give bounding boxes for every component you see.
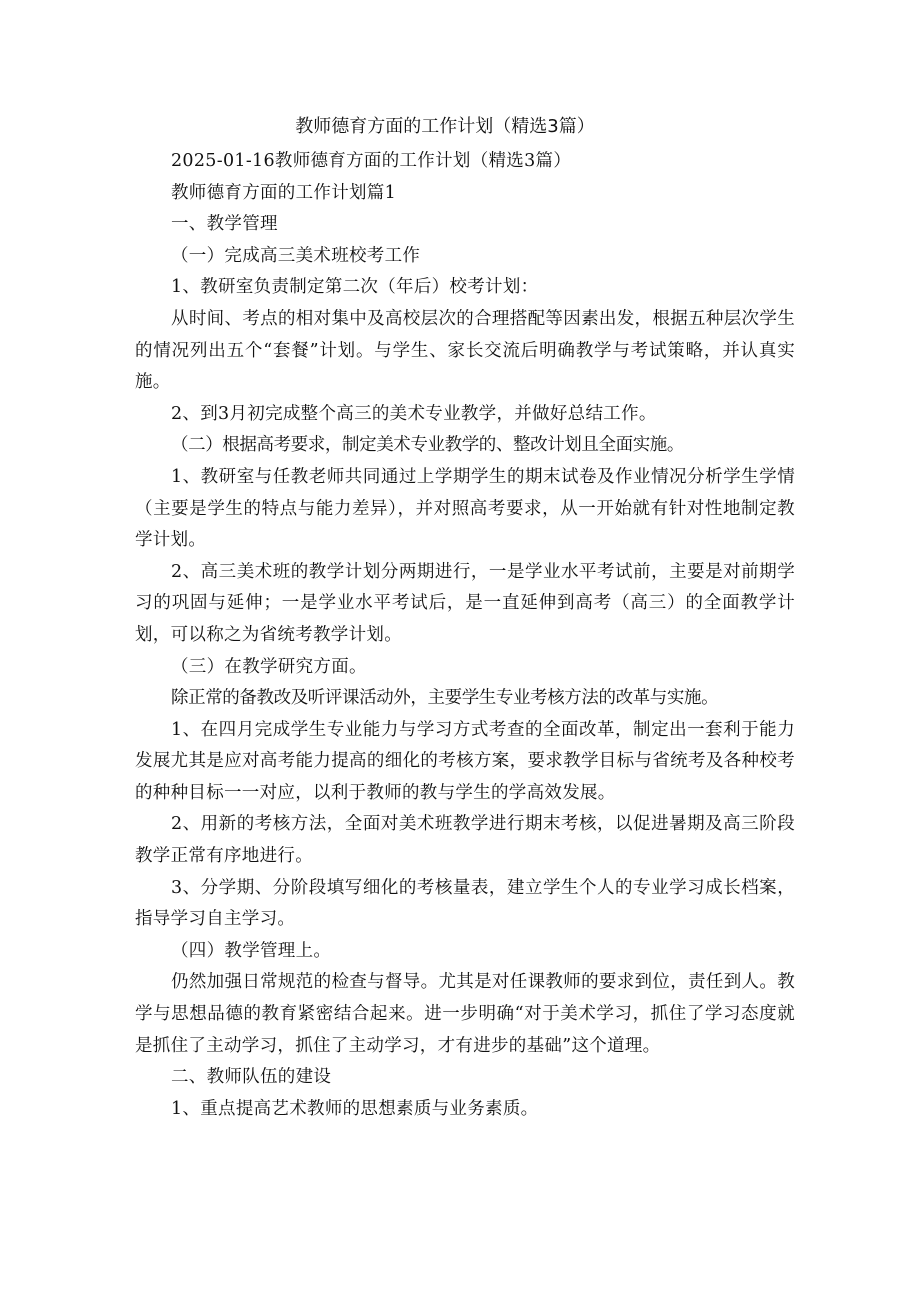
paragraph-item: 2、到3月初完成整个高三的美术专业教学，并做好总结工作。 — [171, 403, 657, 424]
paragraph-body: 除正常的备教改及听评课活动外，主要学生专业考核方法的改革与实施。 — [171, 688, 719, 709]
paragraph-subheading-4: （四）教学管理上。 — [171, 940, 332, 961]
paragraph-body: 仍然加强日常规范的检查与督导。尤其是对任课教师的要求到位，责任到人。教学与思想品德的教育紧密结合起来。进一步明确“对于美术学习，抓住了学习态度就是抓住了主动学习，抓住了主动学习，才有进步的基础”这个道理。 — [135, 972, 795, 1056]
paragraph-section-heading: 教师德育方面的工作计划篇1 — [171, 182, 397, 203]
paragraph-body: 2、高三美术班的教学计划分两期进行，一是学业水平考试前，主要是对前期学习的巩固与延伸；一是学业水平考试后，是一直延伸到高考（高三）的全面教学计划，可以称之为省统考教学计划。 — [135, 561, 795, 645]
paragraph-body: 从时间、考点的相对集中及高校层次的合理搭配等因素出发，根据五种层次学生的情况列出五个“套餐”计划。与学生、家长交流后明确教学与考试策略，并认真实施。 — [135, 308, 795, 393]
paragraph-item: 1、教研室负责制定第二次（年后）校考计划： — [171, 277, 539, 298]
paragraph-subheading-1: （一）完成高三美术班校考工作 — [171, 245, 421, 266]
paragraph-heading-teaching-management: 一、教学管理 — [171, 214, 278, 235]
paragraph-body: 1、在四月完成学生专业能力与学习方式考查的全面改革，制定出一套利于能力发展尤其是应对高考能力提高的细化的考核方案，要求教学目标与省统考及各种校考的种种目标一一对应，以利于教师的教与学生的学高效发展。 — [135, 719, 795, 803]
paragraph-date-line: 2025-01-16教师德育方面的工作计划（精选3篇） — [171, 151, 572, 171]
paragraph-heading-teacher-team: 二、教师队伍的建设 — [171, 1067, 332, 1088]
paragraph-subheading-3: （三）在教学研究方面。 — [171, 656, 367, 677]
paragraph-subheading-2: （二）根据高考要求，制定美术专业教学的、整改计划且全面实施。 — [171, 435, 684, 456]
paragraph-body: 2、用新的考核方法，全面对美术班教学进行期末考核，以促进暑期及高三阶段教学正常有序地进行。 — [135, 814, 795, 867]
document-body — [135, 146, 795, 1125]
paragraph-body: 3、分学期、分阶段填写细化的考核量表，建立学生个人的专业学习成长档案，指导学习自主学习。 — [135, 877, 795, 930]
document-page — [135, 112, 795, 1125]
document-title: 教师德育方面的工作计划（精选3篇） — [295, 116, 595, 137]
paragraph-item: 1、重点提高艺术教师的思想素质与业务素质。 — [171, 1098, 539, 1119]
paragraph-body: 1、教研室与任教老师共同通过上学期学生的期末试卷及作业情况分析学生学情（主要是学生的特点与能力差异），并对照高考要求，从一开始就有针对性地制定教学计划。 — [135, 466, 795, 551]
